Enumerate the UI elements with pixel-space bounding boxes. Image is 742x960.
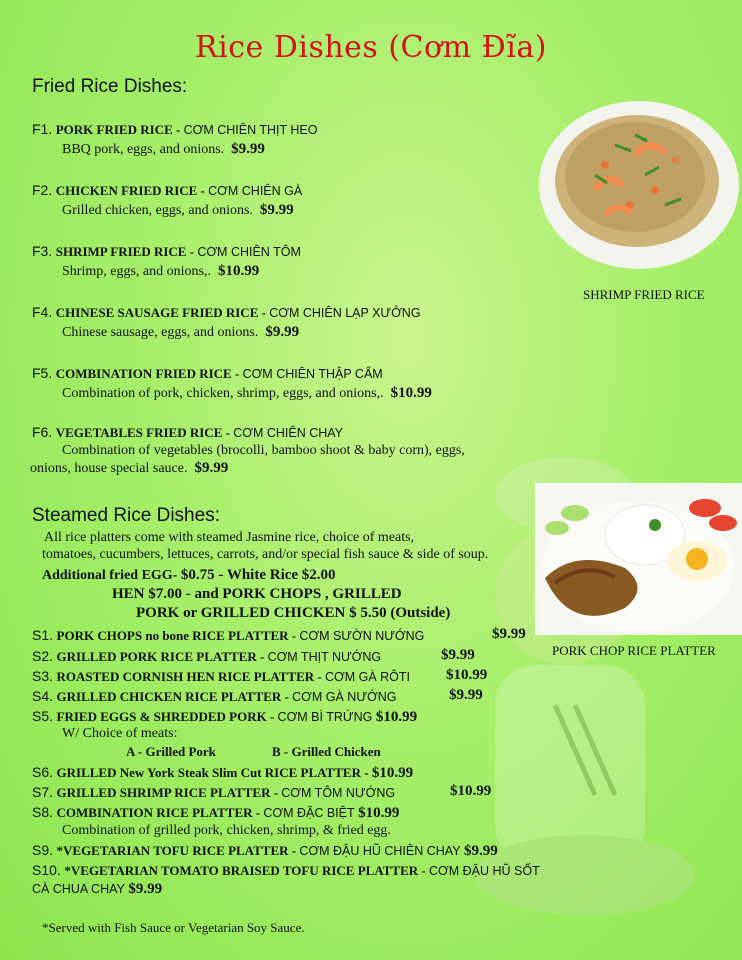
item-code: F1.	[32, 121, 53, 137]
s5-option-b: B - Grilled Chicken	[272, 744, 381, 759]
item-price: $10.99	[375, 709, 418, 725]
item-viet-name: CƠM CHIÊN THẬP CẨM	[242, 367, 383, 381]
s5-option-a: A - Grilled Pork	[126, 744, 216, 759]
extras-price: $0.75 - White Rice $2.00	[180, 567, 336, 583]
menu-item-s5	[32, 708, 417, 726]
item-viet-name: CƠM SƯỜN NƯỚNG	[299, 629, 425, 643]
item-viet-name: CƠM CHIÊN LẠP XƯỞNG	[269, 306, 421, 320]
menu-item-f6	[32, 424, 343, 442]
shrimp-photo-caption: SHRIMP FRIED RICE	[583, 287, 705, 302]
menu-item-s9	[32, 842, 498, 860]
item-description-text: Combination of pork, chicken, shrimp, eggs, and onions,.	[62, 386, 384, 401]
item-name: CHICKEN FRIED RICE -	[55, 183, 209, 198]
item-description	[62, 385, 432, 402]
item-code: F6.	[32, 424, 53, 440]
item-name: *VEGETARIAN TOFU RICE PLATTER -	[56, 843, 300, 858]
item-code: S10.	[32, 862, 61, 878]
item-price: $10.99	[358, 805, 400, 821]
item-price: $10.99	[371, 765, 414, 781]
item-name: PORK CHOPS no bone RICE PLATTER -	[56, 628, 300, 643]
item-viet-name: CƠM GÀ NƯỚNG	[292, 690, 397, 704]
item-name: GRILLED CHICKEN RICE PLATTER -	[56, 689, 293, 704]
item-code: S9.	[32, 842, 54, 858]
item-viet-name: CƠM CHIÊN CHAY	[233, 426, 343, 440]
item-code: S8.	[32, 804, 54, 820]
item-viet-name: CƠM BÌ TRỨNG	[277, 710, 373, 724]
item-viet-name: CƠM ĐẬU HŨ SỐT	[429, 864, 540, 878]
hen-price-line: HEN $7.00 - and PORK CHOPS , GRILLED	[112, 586, 402, 602]
menu-item-s7	[32, 784, 395, 802]
item-code: F2.	[32, 182, 53, 198]
item-name: COMBINATION FRIED RICE -	[55, 366, 243, 381]
item-description: Combination of vegetables (brocolli, bamboo shoot & baby corn), eggs,	[62, 443, 465, 458]
item-description	[62, 324, 299, 341]
item-viet-name: CƠM ĐẶC BIỆT	[263, 806, 355, 820]
menu-item-f5	[32, 365, 383, 383]
menu-item-s6	[32, 764, 413, 782]
item-name: CHINESE SAUSAGE FRIED RICE -	[55, 305, 270, 320]
steamed-intro-line-2: tomatoes, cucumbers, lettuces, carrots, and/or special fish sauce & side of soup.	[42, 547, 489, 562]
item-price: $9.99	[265, 324, 300, 340]
item-code: S4.	[32, 688, 54, 704]
additional-extras	[42, 567, 336, 584]
menu-item-s2	[32, 648, 381, 666]
item-price: $9.99	[259, 202, 294, 218]
item-description	[62, 202, 294, 219]
item-name: GRILLED SHRIMP RICE PLATTER -	[56, 785, 282, 800]
menu-item-s1	[32, 627, 424, 645]
menu-item-s4	[32, 688, 396, 706]
item-name: ROASTED CORNISH HEN RICE PLATTER -	[56, 669, 325, 684]
footnote: *Served with Fish Sauce or Vegetarian Soy Sauce.	[42, 920, 305, 935]
item-code: F4.	[32, 304, 53, 320]
fried-rice-heading: Fried Rice Dishes:	[32, 76, 188, 97]
item-code: S5.	[32, 708, 54, 724]
menu-item-s10-cont	[32, 881, 162, 898]
item-price: $9.99	[194, 460, 229, 476]
item-viet-name: CƠM TÔM NƯỚNG	[281, 786, 396, 800]
item-name: SHRIMP FRIED RICE -	[55, 244, 198, 259]
item-code: S3.	[32, 668, 54, 684]
item-description-text: Chinese sausage, eggs, and onions.	[62, 325, 259, 340]
item-price: $10.99	[390, 385, 432, 401]
item-price-s1: $9.99	[492, 626, 526, 642]
item-description-text: BBQ pork, eggs, and onions.	[62, 142, 225, 157]
pork-chop-photo-caption: PORK CHOP RICE PLATTER	[552, 643, 716, 658]
item-viet-name: CƠM CHIÊN TÔM	[197, 245, 301, 259]
item-description-text: Grilled chicken, eggs, and onions.	[62, 203, 253, 218]
item-code: F3.	[32, 243, 53, 259]
s5-choice-label: W/ Choice of meats:	[62, 726, 178, 741]
item-code: S7.	[32, 784, 54, 800]
shrimp-fried-rice-photo	[535, 95, 740, 273]
item-price-s3: $10.99	[446, 667, 488, 683]
menu-item-s8	[32, 804, 399, 822]
menu-item-f4	[32, 304, 421, 322]
item-price: $9.99	[231, 141, 265, 157]
item-description-text: onions, house special sauce.	[30, 461, 188, 476]
item-description	[62, 263, 259, 280]
item-name: FRIED EGGS & SHREDDED PORK -	[56, 709, 278, 724]
item-viet-name: CƠM THỊT NƯỚNG	[267, 650, 382, 664]
outside-price-line: PORK or GRILLED CHICKEN $ 5.50 (Outside)	[136, 605, 451, 621]
item-code: S6.	[32, 764, 54, 780]
menu-item-f1	[32, 121, 317, 139]
menu-item-f2	[32, 182, 302, 200]
s8-description: Combination of grilled pork, chicken, shrimp, & fried egg.	[62, 823, 391, 838]
item-price-s2: $9.99	[441, 647, 475, 663]
item-description-cont	[30, 460, 228, 477]
item-viet-name: CƠM CHIÊN GÀ	[208, 184, 303, 198]
menu-item-s3	[32, 668, 410, 686]
menu-item-f3	[32, 243, 301, 261]
item-price: $9.99	[128, 881, 163, 897]
item-name: GRILLED PORK RICE PLATTER -	[56, 649, 268, 664]
item-name: PORK FRIED RICE -	[55, 122, 184, 137]
item-description-text: Shrimp, eggs, and onions,.	[62, 264, 211, 279]
page-title: Rice Dishes (Cơm Đĩa)	[195, 30, 547, 65]
item-viet-name-cont: CÀ CHUA CHAY	[32, 882, 125, 896]
item-name: VEGETABLES FRIED RICE -	[55, 425, 234, 440]
item-code: F5.	[32, 365, 53, 381]
item-name: COMBINATION RICE PLATTER -	[56, 805, 264, 820]
item-price-s4: $9.99	[449, 687, 483, 703]
item-price-s7: $10.99	[450, 783, 492, 799]
item-description	[62, 141, 265, 158]
item-price: $10.99	[217, 263, 260, 279]
extras-label: Additional fried EGG-	[42, 568, 181, 583]
pork-chop-platter-photo	[535, 483, 742, 635]
item-viet-name: CƠM CHIÊN THỊT HEO	[183, 123, 318, 137]
steamed-rice-heading: Steamed Rice Dishes:	[32, 505, 220, 526]
item-code: S2.	[32, 648, 54, 664]
item-price: $9.99	[464, 843, 498, 859]
item-name: *VEGETARIAN TOMATO BRAISED TOFU RICE PLATTER -	[64, 863, 429, 878]
steamed-intro-line-1: All rice platters come with steamed Jasmine rice, choice of meats,	[44, 530, 415, 545]
item-name: GRILLED New York Steak Slim Cut RICE PLATTER -	[56, 765, 372, 780]
item-viet-name: CƠM ĐẬU HŨ CHIÊN CHAY	[299, 844, 461, 858]
item-viet-name: CƠM GÀ RÔTI	[324, 670, 411, 684]
menu-item-s10	[32, 862, 540, 880]
item-code: S1.	[32, 627, 54, 643]
